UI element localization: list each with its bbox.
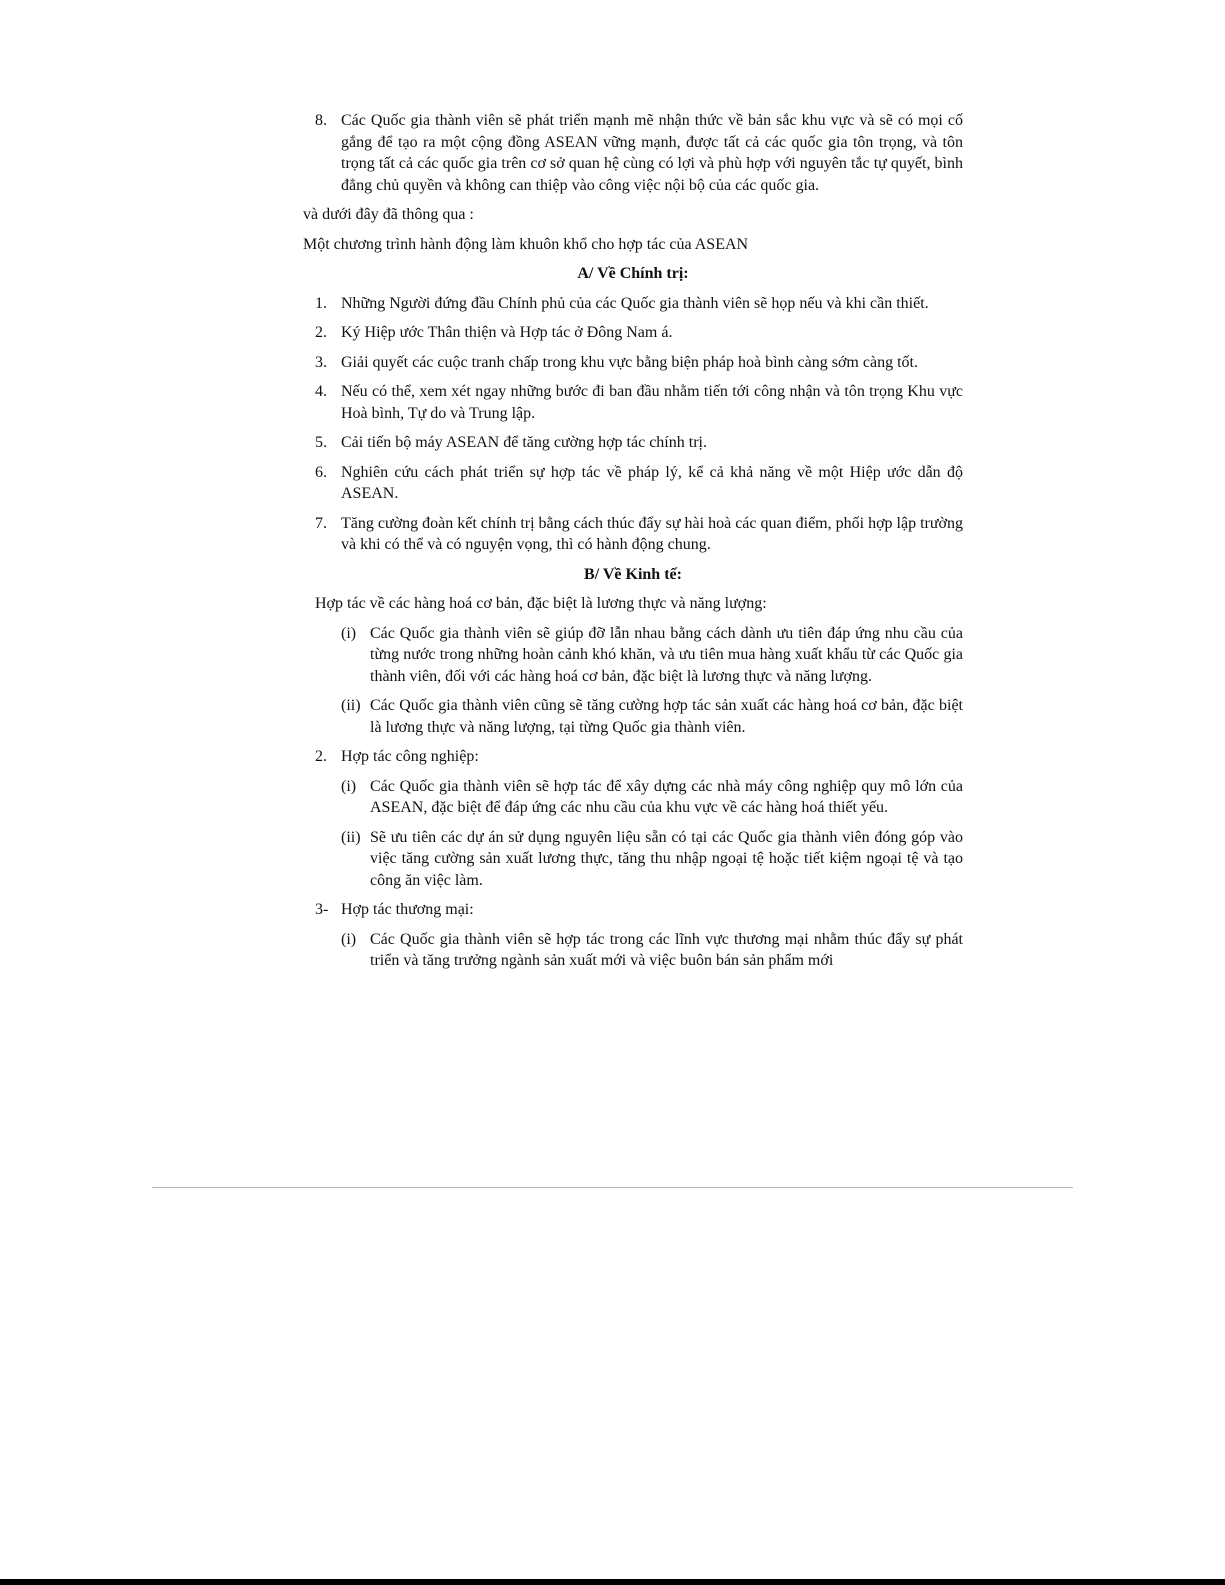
subitem-number: (i)	[341, 624, 357, 642]
list-number: 3-	[315, 901, 329, 918]
section-a-item	[303, 352, 963, 374]
list-text: Nếu có thể, xem xét ngay những bước đi ban đầu nhằm tiến tới công nhận và tôn trọng Khu vực Hoà bình, Tự do và Trung lập.	[341, 383, 963, 422]
list-number: 8.	[315, 112, 327, 129]
intro-list-item	[303, 110, 963, 196]
commodities-subitem	[303, 695, 963, 738]
subitem-number: (i)	[341, 930, 357, 948]
section-a-heading: A/ Về Chính trị:	[577, 265, 689, 282]
list-text: Các Quốc gia thành viên sẽ phát triển mạnh mẽ nhận thức về bản sắc khu vực và sẽ có mọi cố gắng để tạo ra một cộng đồng ASEAN vững mạnh, được tất cả các quốc gia tôn trọng, và tôn trọng tất cả các quốc gia trên cơ sở quan hệ cùng có lợi và phù hợp với nguyên tắc tự quyết, bình đẳng chủ quyền và không can thiệp vào công việc nội bộ của các quốc gia.	[341, 112, 963, 194]
subitem-text: Các Quốc gia thành viên cũng sẽ tăng cường hợp tác sản xuất các hàng hoá cơ bản, đặc biệt là lương thực và năng lượng, tại từng Quốc gia thành viên.	[370, 697, 963, 736]
subitem-text: Các Quốc gia thành viên sẽ hợp tác để xây dựng các nhà máy công nghiệp quy mô lớn của ASEAN, đặc biệt để đáp ứng các nhu cầu của khu vực về các hàng hoá thiết yếu.	[370, 777, 963, 816]
list-number: 2.	[315, 324, 327, 341]
subitem-text: Các Quốc gia thành viên sẽ giúp đỡ lẫn nhau bằng cách dành ưu tiên đáp ứng nhu cầu của từng nước trong những hoàn cảnh khó khăn, và ưu tiên mua hàng xuất khẩu từ các Quốc gia thành viên, đối với các hàng hoá cơ bản, đặc biệt là lương thực và năng lượng.	[370, 624, 963, 685]
list-text: Hợp tác thương mại:	[341, 901, 474, 918]
section-a-item	[303, 513, 963, 556]
list-text: Tăng cường đoàn kết chính trị bằng cách thúc đẩy sự hài hoà các quan điểm, phối hợp lập trường và khi có thể và có nguyện vọng, thì có hành động chung.	[341, 514, 963, 553]
list-number: 5.	[315, 434, 327, 451]
list-text: Cải tiến bộ máy ASEAN để tăng cường hợp tác chính trị.	[341, 434, 707, 451]
subitem-number: (ii)	[341, 828, 361, 846]
industrial-subitem	[303, 827, 963, 892]
list-text: Nghiên cứu cách phát triển sự hợp tác về pháp lý, kể cả khả năng về một Hiệp ước dẫn độ ASEAN.	[341, 463, 963, 502]
commodities-subitem	[303, 623, 963, 688]
industrial-subitem	[303, 776, 963, 819]
trade-cooperation-item	[303, 899, 963, 921]
program-line: Một chương trình hành động làm khuôn khổ cho hợp tác của ASEAN	[303, 235, 749, 253]
section-a-item	[303, 293, 963, 315]
section-a-item	[303, 432, 963, 454]
list-text: Hợp tác công nghiệp:	[341, 748, 479, 765]
subitem-text: Các Quốc gia thành viên sẽ hợp tác trong các lĩnh vực thương mại nhằm thúc đẩy sự phát triển và tăng trưởng ngành sản xuất mới và việc buôn bán sản phẩm mới	[370, 930, 963, 969]
page-divider	[152, 1187, 1073, 1188]
list-text: Giải quyết các cuộc tranh chấp trong khu vực bằng biện pháp hoà bình càng sớm càng tốt.	[341, 353, 918, 371]
list-number: 2.	[315, 748, 327, 765]
list-text: Ký Hiệp ước Thân thiện và Hợp tác ở Đông Nam á.	[341, 324, 673, 341]
subitem-number: (ii)	[341, 697, 361, 714]
industrial-cooperation-item	[303, 746, 963, 768]
section-b-heading: B/ Về Kinh tế:	[584, 565, 682, 583]
subitem-text: Sẽ ưu tiên các dự án sử dụng nguyên liệu sẵn có tại các Quốc gia thành viên đóng góp vào việc tăng cường sản xuất lương thực, tăng thu nhập ngoại tệ hoặc tiết kiệm ngoại tệ và tạo công ăn việc làm.	[370, 828, 963, 889]
list-text: Những Người đứng đầu Chính phủ của các Quốc gia thành viên sẽ họp nếu và khi cần thiết.	[341, 294, 929, 312]
list-number: 7.	[315, 514, 327, 532]
list-number: 4.	[315, 383, 327, 400]
list-number: 3.	[315, 353, 327, 371]
section-a-item	[303, 462, 963, 505]
page-content	[303, 110, 963, 980]
bottom-edge-bar	[0, 1579, 1225, 1585]
section-a-item	[303, 322, 963, 344]
adopted-line: và dưới đây đã thông qua :	[303, 206, 474, 223]
trade-subitem	[303, 929, 963, 972]
commodities-intro: Hợp tác về các hàng hoá cơ bản, đặc biệt là lương thực và năng lượng:	[315, 595, 767, 612]
list-number: 6.	[315, 463, 327, 481]
section-a-item	[303, 381, 963, 424]
subitem-number: (i)	[341, 777, 357, 795]
list-number: 1.	[315, 294, 327, 312]
